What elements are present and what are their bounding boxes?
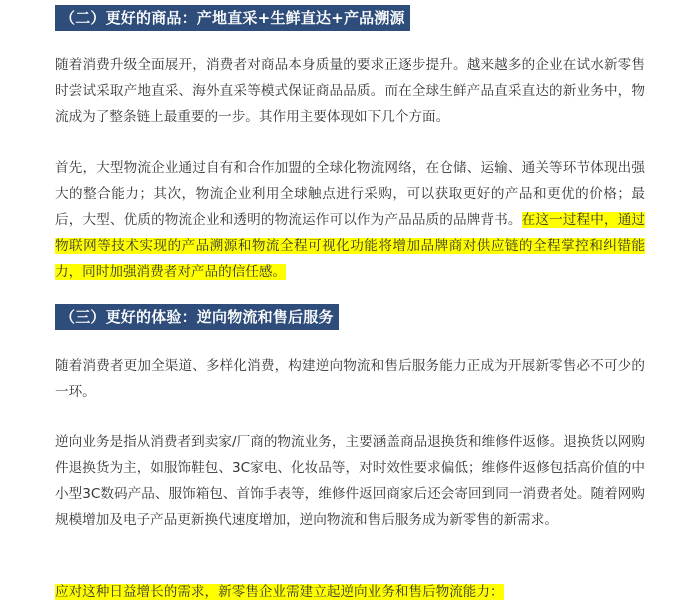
paragraph-logistics-roles: [55, 155, 645, 285]
paragraph-omnichannel: 随着消费者更加全渠道、多样化消费，构建逆向物流和售后服务能力正成为开展新零售必不可少的一环。: [55, 358, 645, 400]
paragraph-text: 首先，大型物流企业通过自有和合作加盟的全球化物流网络，在仓储、运输、通关等环节体现出强大的整合能力；其次，物流企业利用全球触点进行采购，可以获取更好的产品和更优的价格；最后，大型、优质的物流企业和透明的物流运作可以作为产品品质的品牌背书。: [55, 160, 645, 228]
paragraph-consumption-upgrade: 随着消费升级全面展开，消费者对商品本身质量的要求正逐步提升。越来越多的企业在试水新零售时尝试采取产地直采、海外直采等模式保证商品品质。而在全球生鲜产品直采直达的新业务中，物流成为了整条链上最重要的一步。其作用主要体现如下几个方面。: [55, 57, 645, 125]
paragraph-demand-response: [55, 579, 645, 605]
highlighted-text: 应对这种日益增长的需求，新零售企业需建立起逆向业务和售后物流能力：: [55, 584, 504, 600]
highlighted-text: 在这一过程中，通过物联网等技术实现的产品溯源和物流全程可视化功能将增加品牌商对供应链的全程掌控和纠错能力，同时加强消费者对产品的信任感。: [55, 212, 646, 280]
section-heading-better-products: （二）更好的商品：产地直采+生鲜直达+产品溯源: [55, 5, 410, 31]
section-heading-better-experience: （三）更好的体验：逆向物流和售后服务: [55, 304, 339, 330]
paragraph-reverse-logistics: 逆向业务是指从消费者到卖家/厂商的物流业务，主要涵盖商品退换货和维修件返修。退换货以网购件退换货为主，如服饰鞋包、3C家电、化妆品等，对时效性要求偏低；维修件返修包括高价值的中小型3C数码产品、服饰箱包、首饰手表等，维修件返回商家后还会寄回到同一消费者处。随着网购规模增加及电子产品更新换代速度增加，逆向物流和售后服务成为新零售的新需求。: [55, 434, 645, 528]
